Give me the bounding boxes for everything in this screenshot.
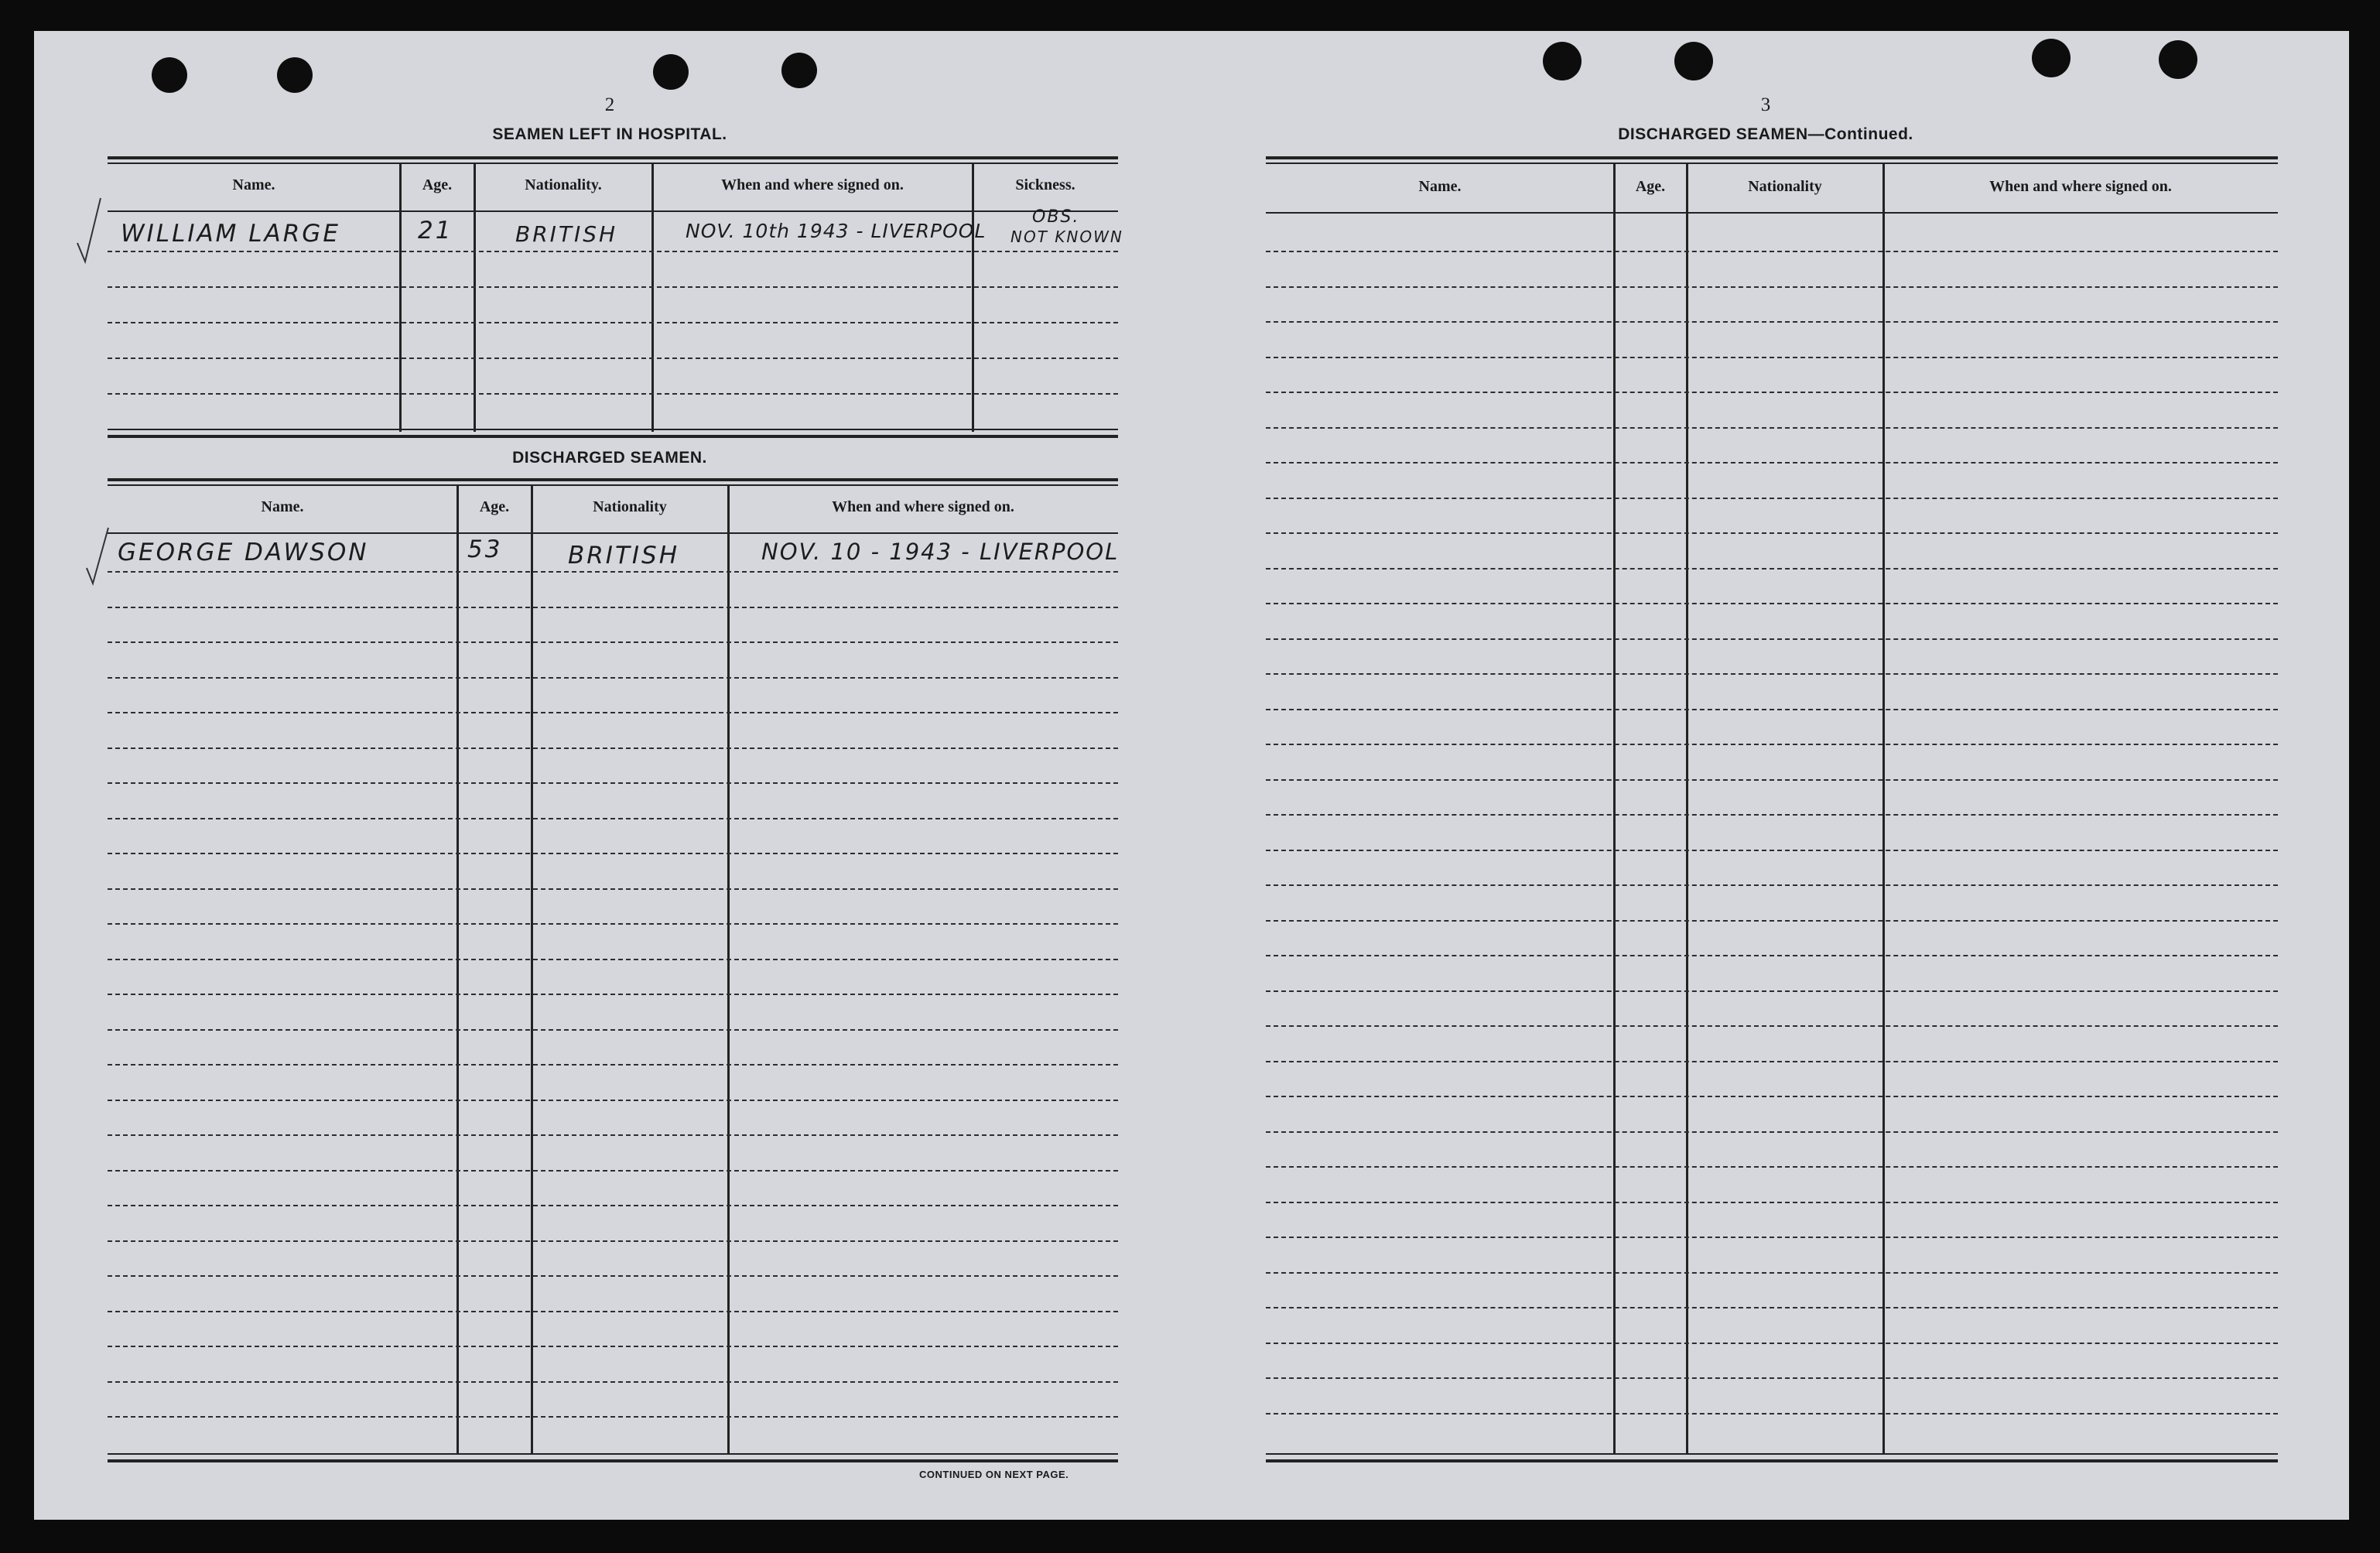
row-line bbox=[1266, 1096, 2278, 1097]
rule bbox=[108, 478, 1118, 481]
column-divider bbox=[531, 486, 533, 1453]
hospital-section-title: SEAMEN LEFT IN HOSPITAL. bbox=[492, 125, 727, 143]
row-line bbox=[108, 782, 1118, 784]
row-line bbox=[108, 1205, 1118, 1206]
row-line bbox=[1266, 1025, 2278, 1027]
row-line bbox=[1266, 779, 2278, 781]
continued-note: CONTINUED ON NEXT PAGE. bbox=[919, 1469, 1069, 1480]
row-line bbox=[1266, 603, 2278, 604]
row-line bbox=[108, 853, 1118, 854]
row-line bbox=[108, 888, 1118, 890]
page-number-right: 3 bbox=[1760, 94, 1771, 115]
row-line bbox=[1266, 286, 2278, 288]
row-line bbox=[108, 959, 1118, 960]
hospital-entry-name: WILLIAM LARGE bbox=[121, 220, 340, 248]
hospital-entry-age: 21 bbox=[418, 217, 453, 245]
column-divider bbox=[972, 164, 974, 432]
row-line bbox=[108, 1240, 1118, 1242]
row-line bbox=[108, 923, 1118, 925]
row-line bbox=[108, 1311, 1118, 1312]
row-line bbox=[108, 1100, 1118, 1101]
row-line bbox=[1266, 1307, 2278, 1308]
punch-hole bbox=[1674, 42, 1713, 80]
rule bbox=[1266, 1453, 2278, 1455]
punch-hole bbox=[2032, 39, 2071, 77]
row-line bbox=[1266, 955, 2278, 956]
row-line bbox=[108, 994, 1118, 995]
row-line bbox=[108, 1381, 1118, 1383]
punch-hole bbox=[277, 57, 313, 93]
discharged-section-title: DISCHARGED SEAMEN. bbox=[512, 449, 707, 467]
row-line bbox=[1266, 251, 2278, 252]
rule bbox=[108, 210, 1118, 212]
rule bbox=[108, 162, 1118, 164]
row-line bbox=[1266, 532, 2278, 534]
row-line bbox=[1266, 1343, 2278, 1344]
discharged-entry-name: GEORGE DAWSON bbox=[118, 539, 369, 566]
row-line bbox=[1266, 638, 2278, 640]
row-line bbox=[108, 1029, 1118, 1031]
hospital-entry-nationality: BRITISH bbox=[515, 221, 618, 247]
column-divider bbox=[474, 164, 476, 432]
row-line bbox=[1266, 462, 2278, 464]
row-line bbox=[1266, 357, 2278, 358]
row-line bbox=[1266, 850, 2278, 851]
row-line bbox=[1266, 1237, 2278, 1238]
row-line bbox=[1266, 1166, 2278, 1168]
row-line bbox=[108, 1416, 1118, 1418]
row-line bbox=[108, 607, 1118, 608]
rule bbox=[108, 156, 1118, 159]
punch-hole bbox=[653, 54, 689, 90]
row-line bbox=[1266, 709, 2278, 710]
row-line bbox=[108, 1275, 1118, 1277]
punch-hole bbox=[2159, 40, 2197, 79]
row-line bbox=[1266, 920, 2278, 922]
row-line bbox=[1266, 1377, 2278, 1379]
page-number-left: 2 bbox=[604, 94, 615, 115]
row-line bbox=[1266, 1131, 2278, 1133]
discharged-continued-title: DISCHARGED SEAMEN—Continued. bbox=[1618, 125, 1913, 143]
row-line bbox=[108, 747, 1118, 749]
discharged-header-signed-on: When and where signed on. bbox=[832, 498, 1014, 515]
column-divider bbox=[651, 164, 654, 432]
check-mark-icon bbox=[74, 197, 105, 266]
continued-header-age: Age. bbox=[1635, 178, 1666, 195]
row-line bbox=[108, 571, 1118, 573]
form-sheet bbox=[34, 31, 2349, 1520]
row-line bbox=[1266, 1272, 2278, 1274]
column-divider bbox=[399, 164, 402, 432]
row-line bbox=[1266, 1413, 2278, 1414]
row-line bbox=[1266, 884, 2278, 886]
punch-hole bbox=[781, 53, 817, 88]
row-line bbox=[108, 393, 1118, 395]
row-line bbox=[108, 1346, 1118, 1347]
hospital-entry-sickness-line1: OBS. bbox=[1032, 207, 1080, 227]
discharged-entry-age: 53 bbox=[467, 535, 503, 563]
hospital-header-age: Age. bbox=[422, 176, 453, 193]
rule bbox=[108, 435, 1118, 438]
rule bbox=[108, 1459, 1118, 1462]
hospital-entry-sickness-line2: NOT KNOWN bbox=[1010, 227, 1123, 246]
hospital-header-name: Name. bbox=[232, 176, 275, 193]
hospital-entry-signed-on: NOV. 10th 1943 - LIVERPOOL bbox=[686, 220, 987, 242]
hospital-header-signed-on: When and where signed on. bbox=[721, 176, 904, 193]
row-line bbox=[1266, 498, 2278, 499]
row-line bbox=[1266, 321, 2278, 323]
row-line bbox=[1266, 392, 2278, 393]
punch-hole bbox=[152, 57, 187, 93]
rule bbox=[108, 484, 1118, 486]
row-line bbox=[108, 322, 1118, 323]
rule bbox=[108, 429, 1118, 430]
row-line bbox=[108, 1134, 1118, 1136]
row-line bbox=[108, 641, 1118, 643]
row-line bbox=[1266, 1202, 2278, 1203]
discharged-header-age: Age. bbox=[479, 498, 510, 515]
row-line bbox=[108, 1064, 1118, 1066]
row-line bbox=[1266, 427, 2278, 429]
row-line bbox=[1266, 744, 2278, 745]
rule bbox=[108, 532, 1118, 534]
discharged-header-nationality: Nationality bbox=[593, 498, 667, 515]
rule bbox=[1266, 156, 2278, 159]
column-divider bbox=[457, 486, 459, 1453]
rule bbox=[1266, 212, 2278, 214]
continued-header-nationality: Nationality bbox=[1748, 178, 1822, 195]
discharged-entry-signed-on: NOV. 10 - 1943 - LIVERPOOL bbox=[761, 539, 1120, 565]
row-line bbox=[108, 712, 1118, 713]
discharged-header-name: Name. bbox=[261, 498, 304, 515]
row-line bbox=[108, 251, 1118, 252]
hospital-header-sickness: Sickness. bbox=[1015, 176, 1075, 193]
punch-hole bbox=[1543, 42, 1582, 80]
continued-header-signed-on: When and where signed on. bbox=[1989, 178, 2172, 195]
continued-header-name: Name. bbox=[1418, 178, 1462, 195]
rule bbox=[1266, 162, 2278, 164]
row-line bbox=[108, 677, 1118, 679]
discharged-entry-nationality: BRITISH bbox=[568, 542, 680, 570]
row-line bbox=[1266, 568, 2278, 570]
row-line bbox=[1266, 814, 2278, 816]
rule bbox=[108, 1453, 1118, 1455]
column-divider bbox=[727, 486, 730, 1453]
hospital-header-nationality: Nationality. bbox=[525, 176, 602, 193]
row-line bbox=[108, 818, 1118, 819]
check-mark-icon bbox=[84, 526, 115, 588]
row-line bbox=[108, 357, 1118, 359]
row-line bbox=[108, 286, 1118, 288]
row-line bbox=[1266, 673, 2278, 675]
rule bbox=[1266, 1459, 2278, 1462]
row-line bbox=[108, 1170, 1118, 1172]
row-line bbox=[1266, 1061, 2278, 1062]
row-line bbox=[1266, 990, 2278, 992]
